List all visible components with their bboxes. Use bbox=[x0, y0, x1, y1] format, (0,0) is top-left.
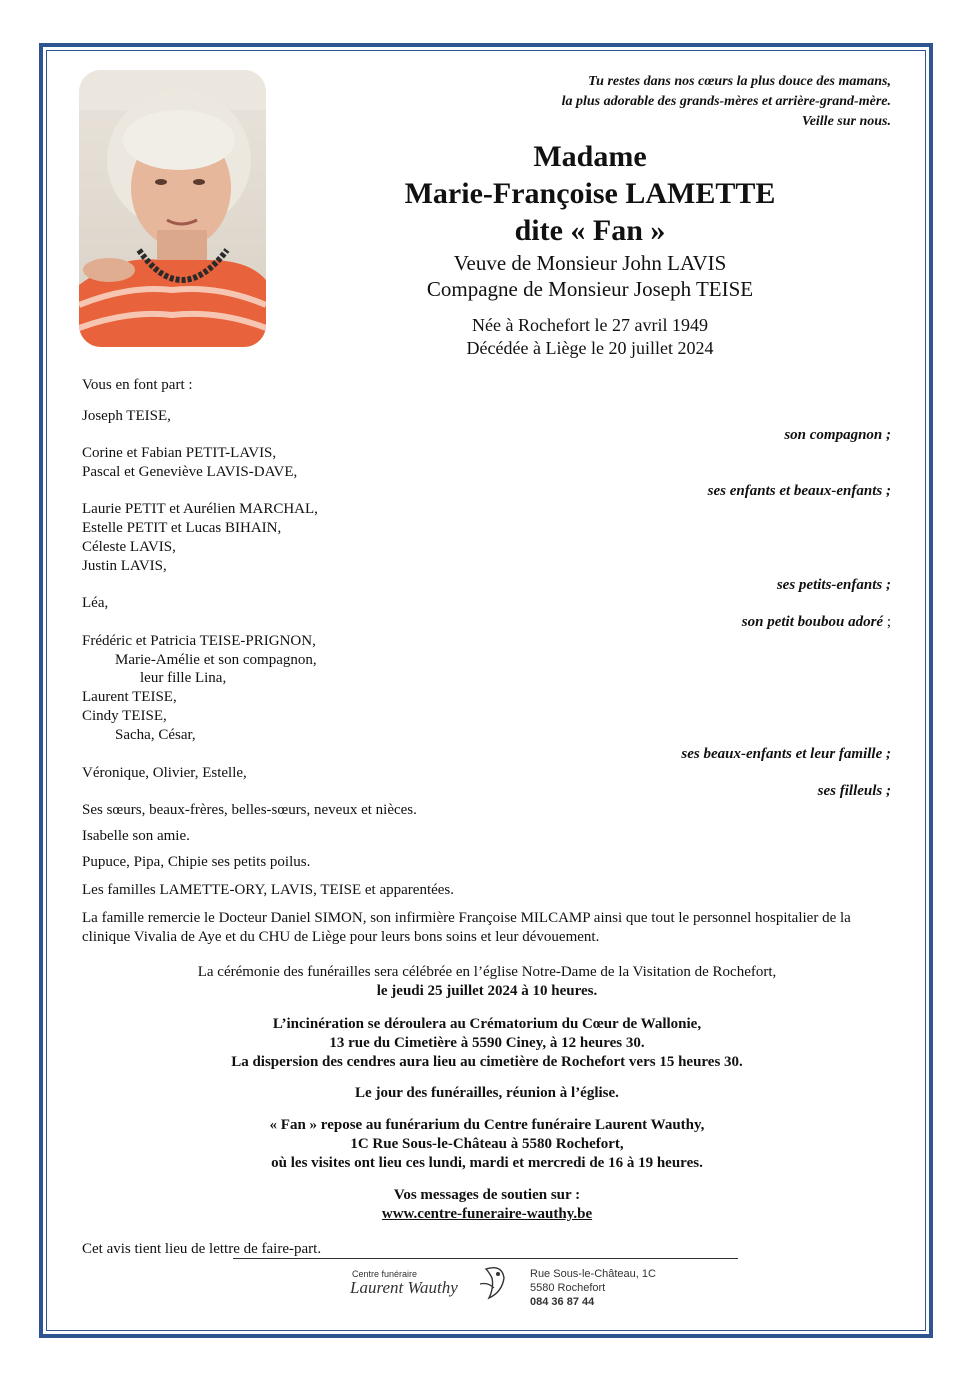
family-name: Laurent TEISE, bbox=[82, 689, 177, 705]
family-name: Léa, bbox=[82, 595, 109, 611]
footer-phone: 084 36 87 44 bbox=[530, 1296, 595, 1308]
death-info: Décédée à Liège le 20 juillet 2024 bbox=[466, 338, 714, 358]
rest-line: où les visites ont lieu ces lundi, mardi et mercredi de 16 à 19 heures. bbox=[271, 1155, 703, 1171]
family-name: Joseph TEISE, bbox=[82, 408, 171, 424]
family-name: Céleste LAVIS, bbox=[82, 539, 176, 555]
quote-line: Tu restes dans nos cœurs la plus douce des mamans, bbox=[588, 74, 891, 89]
website-link[interactable]: www.centre-funeraire-wauthy.be bbox=[381, 1206, 593, 1222]
deceased-civility: Madame bbox=[533, 140, 647, 173]
family-relation: son petit boubou adoré bbox=[741, 614, 884, 630]
quote-line: Veille sur nous. bbox=[801, 114, 891, 129]
family-other: Pupuce, Pipa, Chipie ses petits poilus. bbox=[82, 854, 311, 870]
deceased-nickname: dite « Fan » bbox=[514, 214, 666, 247]
partner-of: Compagne de Monsieur Joseph TEISE bbox=[426, 277, 754, 301]
family-name: Cindy TEISE, bbox=[82, 708, 167, 724]
portrait-photo bbox=[79, 70, 266, 347]
family-name: leur fille Lina, bbox=[140, 670, 227, 686]
family-name: Frédéric et Patricia TEISE-PRIGNON, bbox=[82, 633, 316, 649]
birth-info: Née à Rochefort le 27 avril 1949 bbox=[472, 315, 708, 335]
family-name: Estelle PETIT et Lucas BIHAIN, bbox=[82, 520, 282, 536]
logo-name: Laurent Wauthy bbox=[350, 1278, 458, 1297]
family-relation: ses enfants et beaux-enfants ; bbox=[707, 483, 891, 499]
family-name: Laurie PETIT et Aurélien MARCHAL, bbox=[82, 501, 318, 517]
rest-line: « Fan » repose au funérarium du Centre funéraire Laurent Wauthy, bbox=[269, 1117, 705, 1133]
thanks-paragraph: La famille remercie le Docteur Daniel SIMON, son infirmière Françoise MILCAMP ainsi que tout le personnel hospitalier de la clinique Vivalia de Aye et du CHU de Liège pour leurs bons soins et leur dévouement. bbox=[82, 910, 851, 945]
rest-line: 1C Rue Sous-le-Château à 5580 Rochefort, bbox=[350, 1136, 624, 1152]
family-relation: ses beaux-enfants et leur famille ; bbox=[681, 746, 891, 762]
family-other: Isabelle son amie. bbox=[82, 828, 190, 844]
family-relation: son compagnon ; bbox=[784, 427, 891, 443]
cremation-line: La dispersion des cendres aura lieu au cimetière de Rochefort vers 15 heures 30. bbox=[231, 1054, 743, 1070]
family-relation: ses petits-enfants ; bbox=[776, 577, 891, 593]
family-other: Les familles LAMETTE-ORY, LAVIS, TEISE et apparentées. bbox=[82, 882, 455, 898]
messages-line: Vos messages de soutien sur : bbox=[393, 1187, 581, 1203]
meeting-block bbox=[82, 1084, 892, 1103]
messages-block bbox=[82, 1186, 892, 1224]
widow-of: Veuve de Monsieur John LAVIS bbox=[453, 251, 727, 275]
footer-divider bbox=[233, 1258, 738, 1259]
ceremony-date: le jeudi 25 juillet 2024 à 10 heures. bbox=[376, 983, 598, 999]
family-name: Corine et Fabian PETIT-LAVIS, bbox=[82, 445, 277, 461]
meeting-line: Le jour des funérailles, réunion à l’église. bbox=[355, 1085, 619, 1101]
cremation-block bbox=[82, 1015, 892, 1072]
family-name: Marie-Amélie et son compagnon, bbox=[115, 652, 317, 668]
footer-address: Rue Sous-le-Château, 1C bbox=[530, 1268, 656, 1280]
quote-line: la plus adorable des grands-mères et arrière-grand-mère. bbox=[561, 94, 891, 109]
family-name: Véronique, Olivier, Estelle, bbox=[82, 765, 247, 781]
family-intro: Vous en font part : bbox=[82, 377, 193, 393]
logo-caption: Centre funéraire bbox=[352, 1269, 418, 1279]
relation-separator: ; bbox=[883, 614, 891, 630]
logo-emblem-icon bbox=[474, 1264, 512, 1309]
closing-note: Cet avis tient lieu de lettre de faire-part. bbox=[82, 1241, 322, 1257]
ceremony-block bbox=[82, 963, 892, 1001]
family-relation-group bbox=[742, 613, 891, 632]
deceased-name: Marie-Françoise LAMETTE bbox=[404, 177, 776, 210]
family-relation: ses filleuls ; bbox=[817, 783, 891, 799]
cremation-line: L’incinération se déroulera au Crématorium du Cœur de Wallonie, bbox=[272, 1016, 702, 1032]
rest-block bbox=[82, 1116, 892, 1173]
ceremony-line: La cérémonie des funérailles sera célébrée en l’église Notre-Dame de la Visitation de Rochefort, bbox=[197, 964, 777, 980]
footer-city: 5580 Rochefort bbox=[530, 1282, 606, 1294]
epitaph-quote bbox=[562, 72, 891, 132]
cremation-line: 13 rue du Cimetière à 5590 Ciney, à 12 heures 30. bbox=[329, 1035, 645, 1051]
family-name: Pascal et Geneviève LAVIS-DAVE, bbox=[82, 464, 298, 480]
family-name: Justin LAVIS, bbox=[82, 558, 167, 574]
family-name: Sacha, César, bbox=[115, 727, 196, 743]
family-other: Ses sœurs, beaux-frères, belles-sœurs, neveux et nièces. bbox=[82, 802, 417, 818]
